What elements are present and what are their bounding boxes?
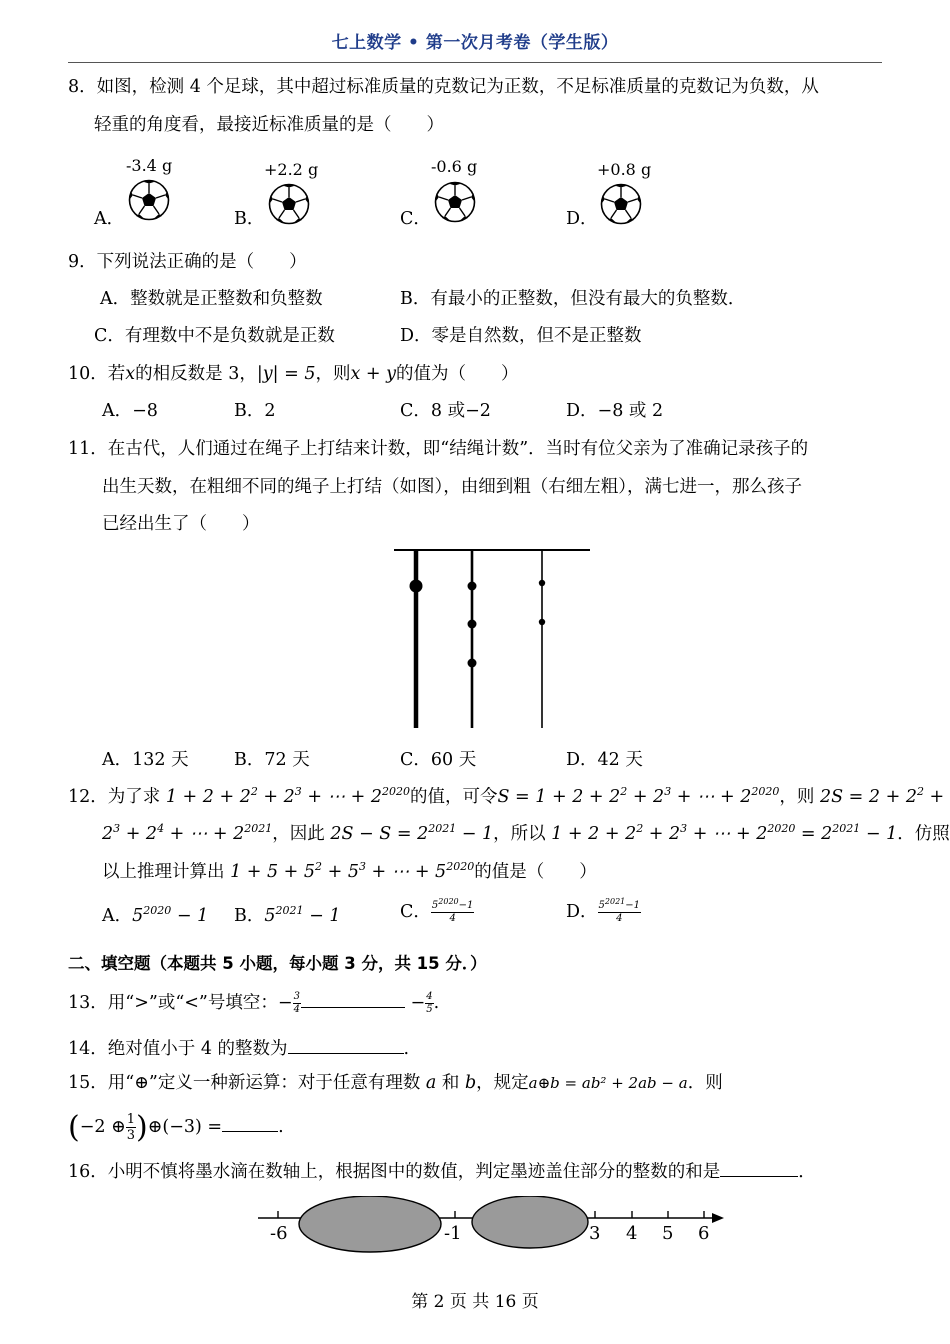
tick-label: 5: [662, 1223, 674, 1244]
q9-stem: 9．下列说法正确的是（ ）: [68, 252, 307, 272]
q15-line2: (−2 ⊕ $\frac{1}{3}$ )⊕(−3) = .: [68, 1110, 284, 1145]
tick-label: -6: [270, 1223, 288, 1244]
q8-option-d-letter: D．: [566, 209, 598, 229]
q12-option-b: B．$5^{2021} - 1$: [234, 904, 341, 926]
q8-option-b-letter: B．: [234, 209, 265, 229]
q12-option-c: C． $\frac{5^{2020}-1}{4}$: [400, 897, 474, 924]
q9-option-b: B．有最小的正整数，但没有最大的负整数．: [400, 289, 746, 309]
q8-option-d-mass: +0.8 g: [597, 160, 652, 179]
q10-option-a: A．−8: [102, 401, 158, 421]
q11-line3: 已经出生了（ ）: [102, 514, 260, 534]
soccer-ball-icon: [128, 179, 170, 221]
q8-option-a-letter: A．: [94, 209, 125, 229]
q8-option-c-letter: C．: [400, 209, 431, 229]
q13-stem: 13．用“>”或“<”号填空：− $\frac{3}{4}$ − $\frac{4}{5}$ .: [68, 991, 440, 1015]
tick-label: -1: [444, 1223, 462, 1244]
q8-line1: 8．如图，检测 4 个足球，其中超过标准质量的克数记为正数，不足标准质量的克数记为负数，从: [68, 77, 819, 97]
q15-answer-blank[interactable]: [222, 1113, 278, 1132]
q9-option-d: D．零是自然数，但不是正整数: [400, 326, 642, 346]
q8-line2: 轻重的角度看，最接近标准质量的是（ ）: [94, 115, 444, 135]
q13-answer-blank[interactable]: [301, 989, 405, 1008]
tick-label: 6: [698, 1223, 710, 1244]
ink-blot-left: [299, 1196, 441, 1252]
page-header-title: 七上数学 • 第一次月考卷（学生版）: [331, 33, 619, 53]
q11-option-b: B．72 天: [234, 750, 310, 770]
knot-rope-diagram: [380, 540, 600, 735]
q8-option-c-mass: -0.6 g: [431, 157, 478, 176]
tick-label: 4: [626, 1223, 638, 1244]
q12-line3: 以上推理计算出 $1 + 5 + 5^2 + 5^3$ + ⋯ + $5^{2020}$的值是（ ）: [102, 860, 597, 882]
page-footer: 第 2 页 共 16 页: [411, 1292, 539, 1312]
q11-line1: 11．在古代，人们通过在绳子上打结来计数，即“结绳计数”．当时有位父亲为了准确记录孩子的: [68, 439, 809, 459]
q14-stem: 14．绝对值小于 4 的整数为 .: [68, 1035, 409, 1060]
q12-line1: 12．为了求 $1 + 2 + 2^2 + 2^3$ + ⋯ + $2^{2020}$的值，可令$S = 1 + 2 + 2^2 + 2^3$ + ⋯ + $2^{2020}$，则 $2S = 2 + 2^2$ +: [68, 785, 945, 807]
number-line-diagram: [250, 1196, 730, 1256]
q9-option-a: A．整数就是正整数和负整数: [100, 289, 323, 309]
q10-option-c: C．8 或−2: [400, 401, 491, 421]
q11-option-c: C．60 天: [400, 750, 477, 770]
header-divider: [68, 62, 882, 63]
q8-option-b-mass: +2.2 g: [264, 160, 319, 179]
q16-answer-blank[interactable]: [720, 1158, 798, 1177]
soccer-ball-icon: [434, 181, 476, 223]
q11-option-d: D．42 天: [566, 750, 643, 770]
q9-option-c: C．有理数中不是负数就是正数: [94, 326, 335, 346]
q8-option-a-mass: -3.4 g: [126, 156, 173, 175]
ink-blot-right: [472, 1196, 588, 1248]
q12-option-d: D． $\frac{5^{2021}-1}{4}$: [566, 897, 641, 924]
q14-answer-blank[interactable]: [288, 1035, 404, 1054]
soccer-ball-icon: [600, 183, 642, 225]
q12-line2: $2^3 + 2^4$ + ⋯ + $2^{2021}$，因此 $2S - S = 2^{2021} - 1$，所以 $1 + 2 + 2^2 + 2^3$ + ⋯ + $2^{2020} = 2^{2021} - 1$．仿照: [102, 822, 950, 844]
q16-stem: 16．小明不慎将墨水滴在数轴上，根据图中的数值，判定墨迹盖住部分的整数的和是 ．: [68, 1158, 816, 1183]
q15-line1: 15．用“⊕”定义一种新运算：对于任意有理数 a 和 b，规定a⊕b = ab² + 2ab − a．则: [68, 1073, 723, 1093]
q10-option-b: B．2: [234, 401, 276, 421]
q10-stem: 10．若x的相反数是 3，|y| = 5，则x + y的值为（ ）: [68, 364, 519, 384]
q12-option-a: A．$5^{2020} - 1$: [102, 904, 209, 926]
q10-option-d: D．−8 或 2: [566, 401, 664, 421]
q11-line2: 出生天数，在粗细不同的绳子上打结（如图），由细到粗（右细左粗），满七进一，那么孩子: [102, 477, 802, 497]
soccer-ball-icon: [268, 183, 310, 225]
q11-option-a: A．132 天: [102, 750, 189, 770]
tick-label: 3: [589, 1223, 601, 1244]
section-title-fill-in: 二、填空题（本题共 5 小题，每小题 3 分，共 15 分．）: [68, 954, 487, 973]
